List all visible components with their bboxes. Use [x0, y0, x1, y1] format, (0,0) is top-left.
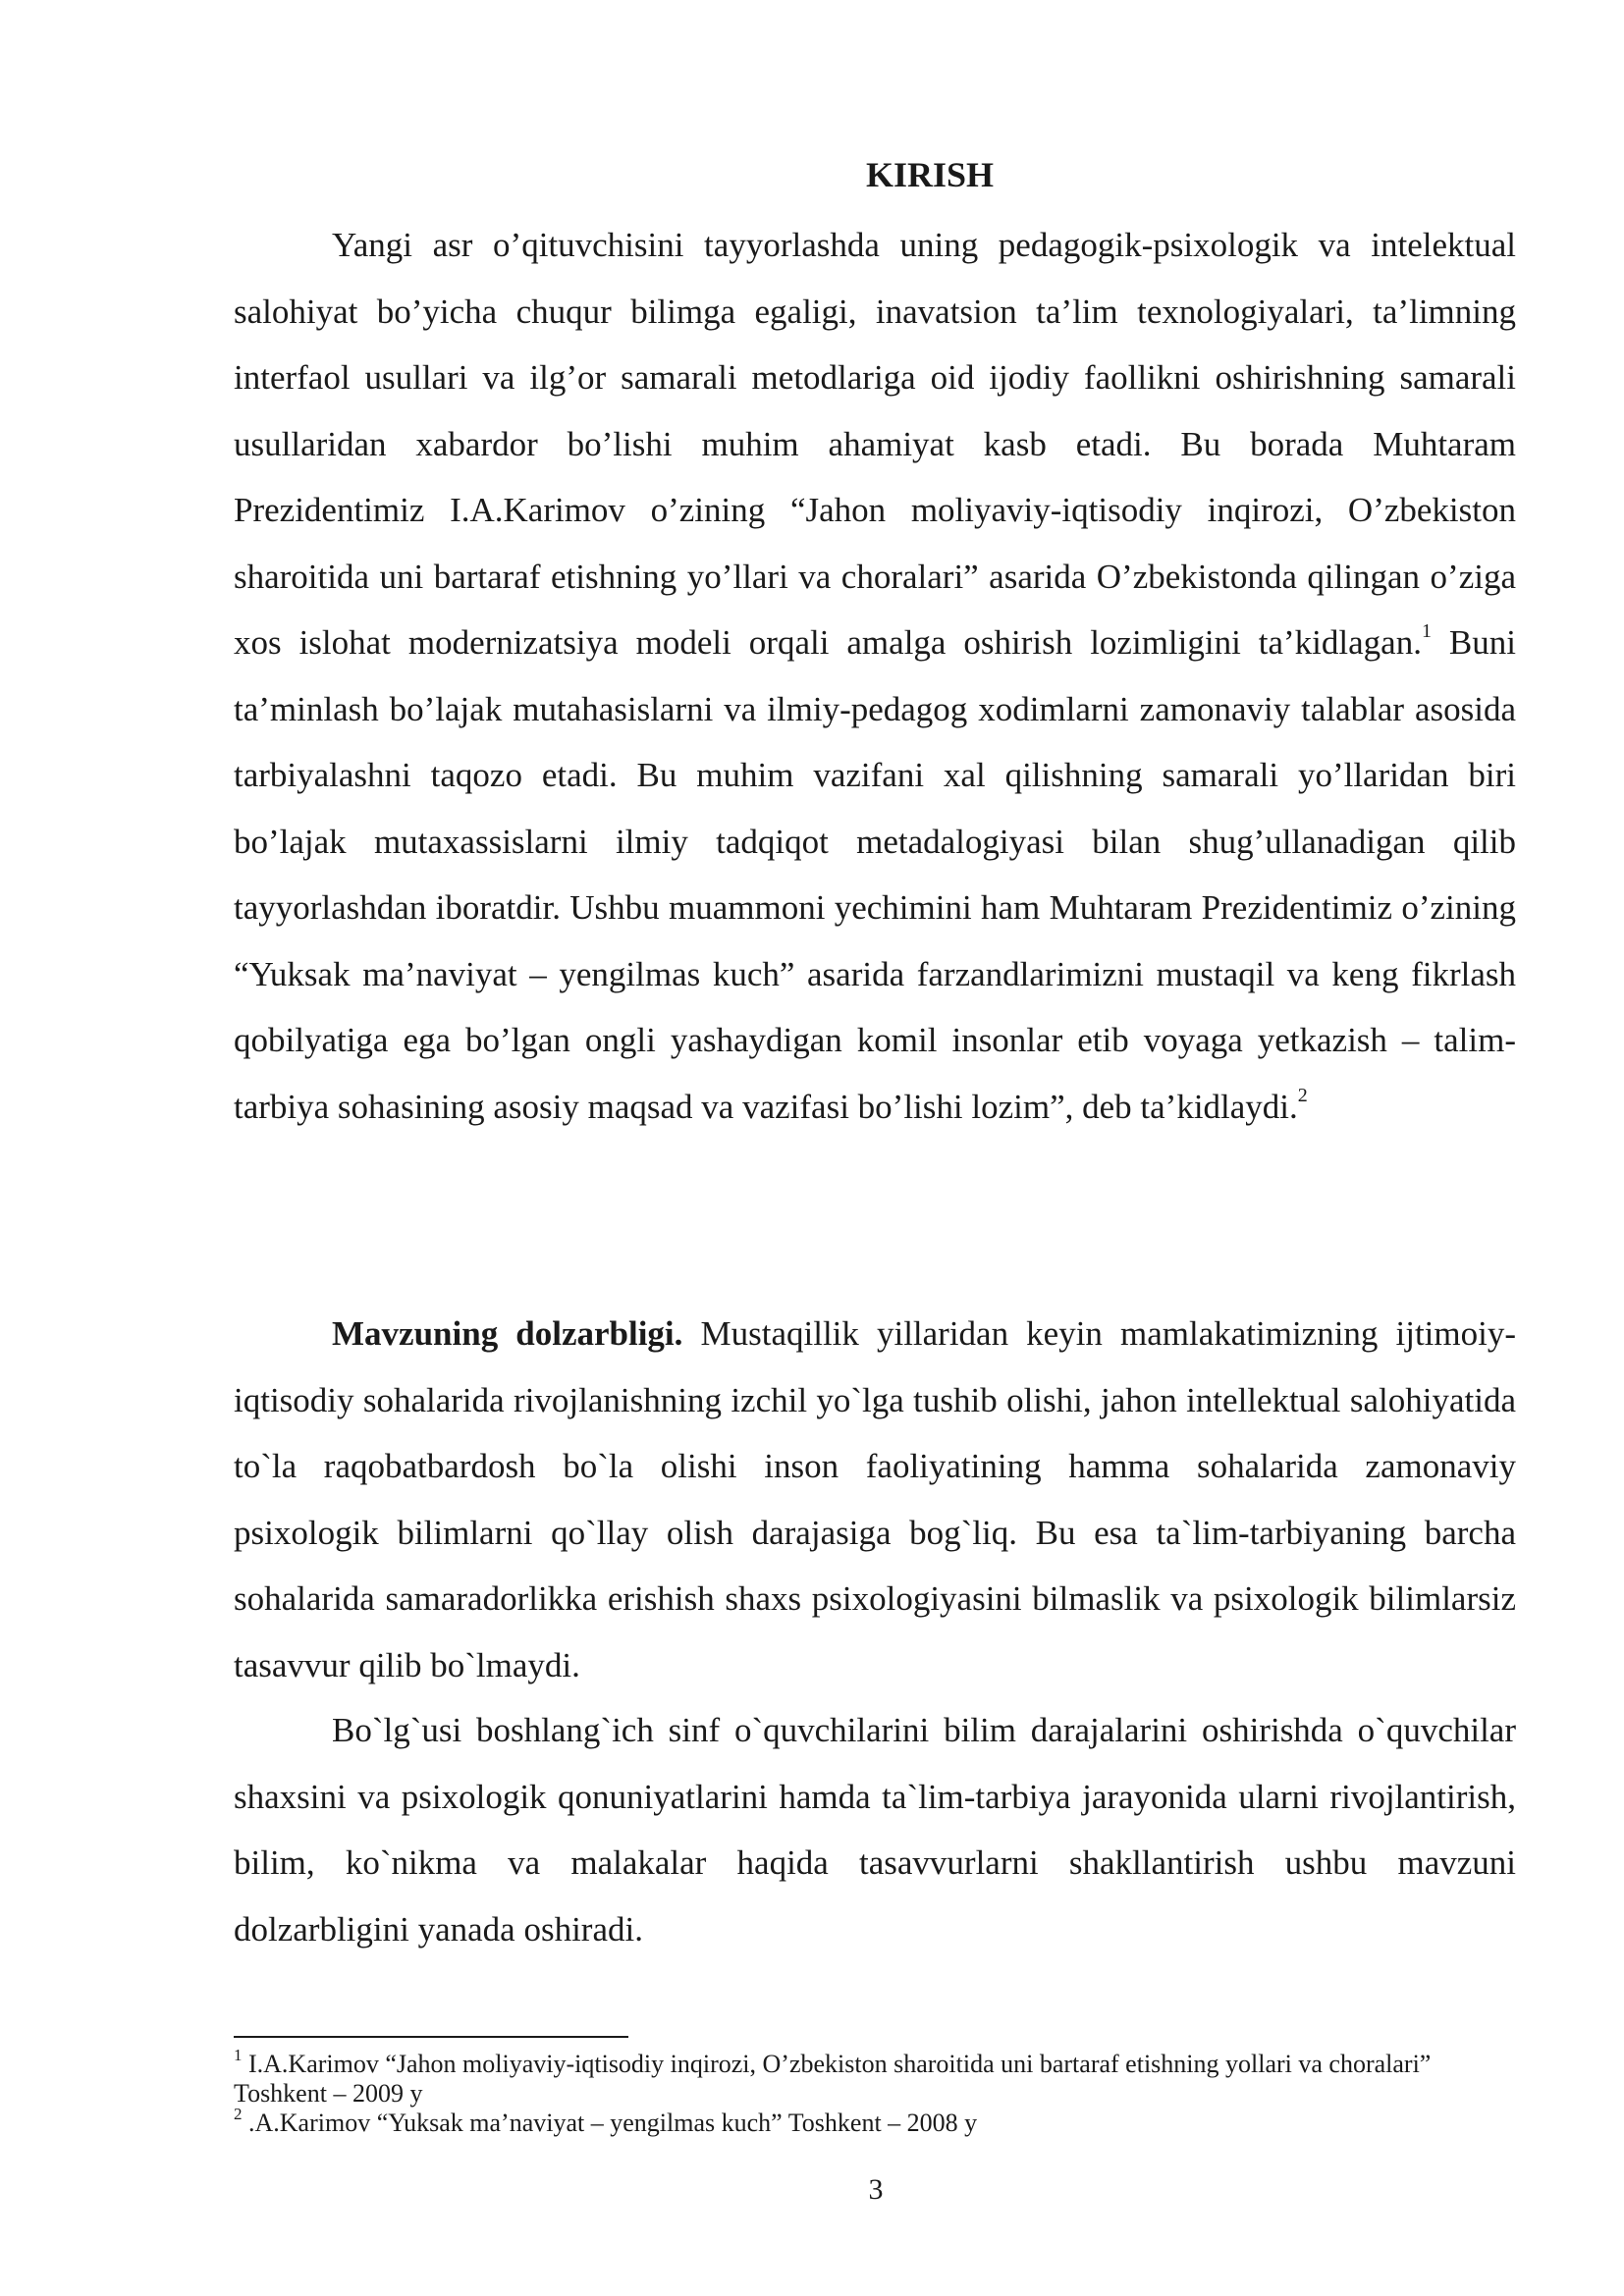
footnote-2	[234, 2105, 1451, 2138]
intro-paragraph	[234, 212, 1516, 1140]
relevance-heading: Mavzuning dolzarbligi.	[332, 1314, 683, 1353]
footnote-separator	[234, 2036, 628, 2038]
relevance-text-2: Bo`lg`usi boshlang`ich sinf o`quvchilarini bilim darajalarini oshirishda o`quvchilar shaxsini va psixologik qonuniyatlarini hamda ta`lim-tarbiya jarayonida ularni rivojlantirish, bilim, ko`nikma va malakalar haqida tasavvurlarni shakllantirish ushbu mavzuni dolzarbligini yanada oshiradi.	[234, 1711, 1516, 1949]
relevance-paragraph	[234, 1301, 1516, 1698]
footnotes	[234, 2046, 1451, 2138]
footnote-1	[234, 2046, 1451, 2109]
relevance-paragraph-2	[234, 1697, 1516, 1962]
footnote-ref-1[interactable]: 1	[1421, 620, 1432, 643]
page-number: 3	[868, 2173, 884, 2206]
page-title: KIRISH	[865, 155, 995, 194]
footnote-mark-1: 1	[234, 2046, 243, 2065]
intro-text: Yangi asr o’qituvchisini tayyorlashda uning pedagogik-psixologik va intelektual salohiyat bo’yicha chuqur bilimga egaligi, inavatsion ta’lim texnologiyalari, ta’limning interfaol usullari va ilg’or samarali metodlariga oid ijodiy faollikni oshirishning samarali usullaridan xabardor bo’lishi muhim ahamiyat kasb etadi. Bu borada Muhtaram Prezidentimiz I.A.Karimov o’zining “Jahon moliyaviy-iqtisodiy inqirozi, O’zbekiston sharoitida uni bartaraf etishning yo’llari va choralari” asarida O’zbekistonda qilingan o’ziga xos islohat modernizatsiya modeli orqali amalga oshirish lozimligini ta’kidlagan.	[234, 226, 1516, 662]
relevance-text: Mustaqillik yillaridan keyin mamlakatimizning ijtimoiy-iqtisodiy sohalarida rivojlanishning izchil yo`lga tushib olishi, jahon intellektual salohiyatida to`la raqobatbardosh bo`la olishi inson faoliyatining hamma sohalarida zamonaviy psixologik bilimlarni qo`llay olish darajasiga bog`liq. Bu esa ta`lim-tarbiyaning barcha sohalarida samaradorlikka erishish shaxs psixologiyasini bilmaslik va psixologik bilimlarsiz tasavvur qilib bo`lmaydi.	[234, 1314, 1516, 1684]
footnote-text-1: I.A.Karimov “Jahon moliyaviy-iqtisodiy inqirozi, O’zbekiston sharoitida uni bartaraf etishning yollari va choralari” Toshkent – 2009 y	[234, 2050, 1432, 2108]
footnote-text-2: .A.Karimov “Yuksak ma’naviyat – yengilmas kuch” Toshkent – 2008 y	[248, 2109, 978, 2137]
footnote-mark-2: 2	[234, 2105, 243, 2124]
footnote-ref-2[interactable]: 2	[1297, 1084, 1308, 1106]
intro-text-continued: Buni ta’minlash bo’lajak mutahasislarni va ilmiy-pedagog xodimlarni zamonaviy talablar asosida tarbiyalashni taqozo etadi. Bu muhim vazifani xal qilishning samarali yo’llaridan biri bo’lajak mutaxassislarni ilmiy tadqiqot metadalogiyasi bilan shug’ullanadigan qilib tayyorlashdan iboratdir. Ushbu muammoni yechimini ham Muhtaram Prezidentimiz o’zining “Yuksak ma’naviyat – yengilmas kuch” asarida farzandlarimizni mustaqil va keng fikrlash qobilyatiga ega bo’lgan ongli yashaydigan komil insonlar etib voyaga yetkazish – talim-tarbiya sohasining asosiy maqsad va vazifasi bo’lishi lozim”, deb ta’kidlaydi.	[234, 623, 1516, 1126]
